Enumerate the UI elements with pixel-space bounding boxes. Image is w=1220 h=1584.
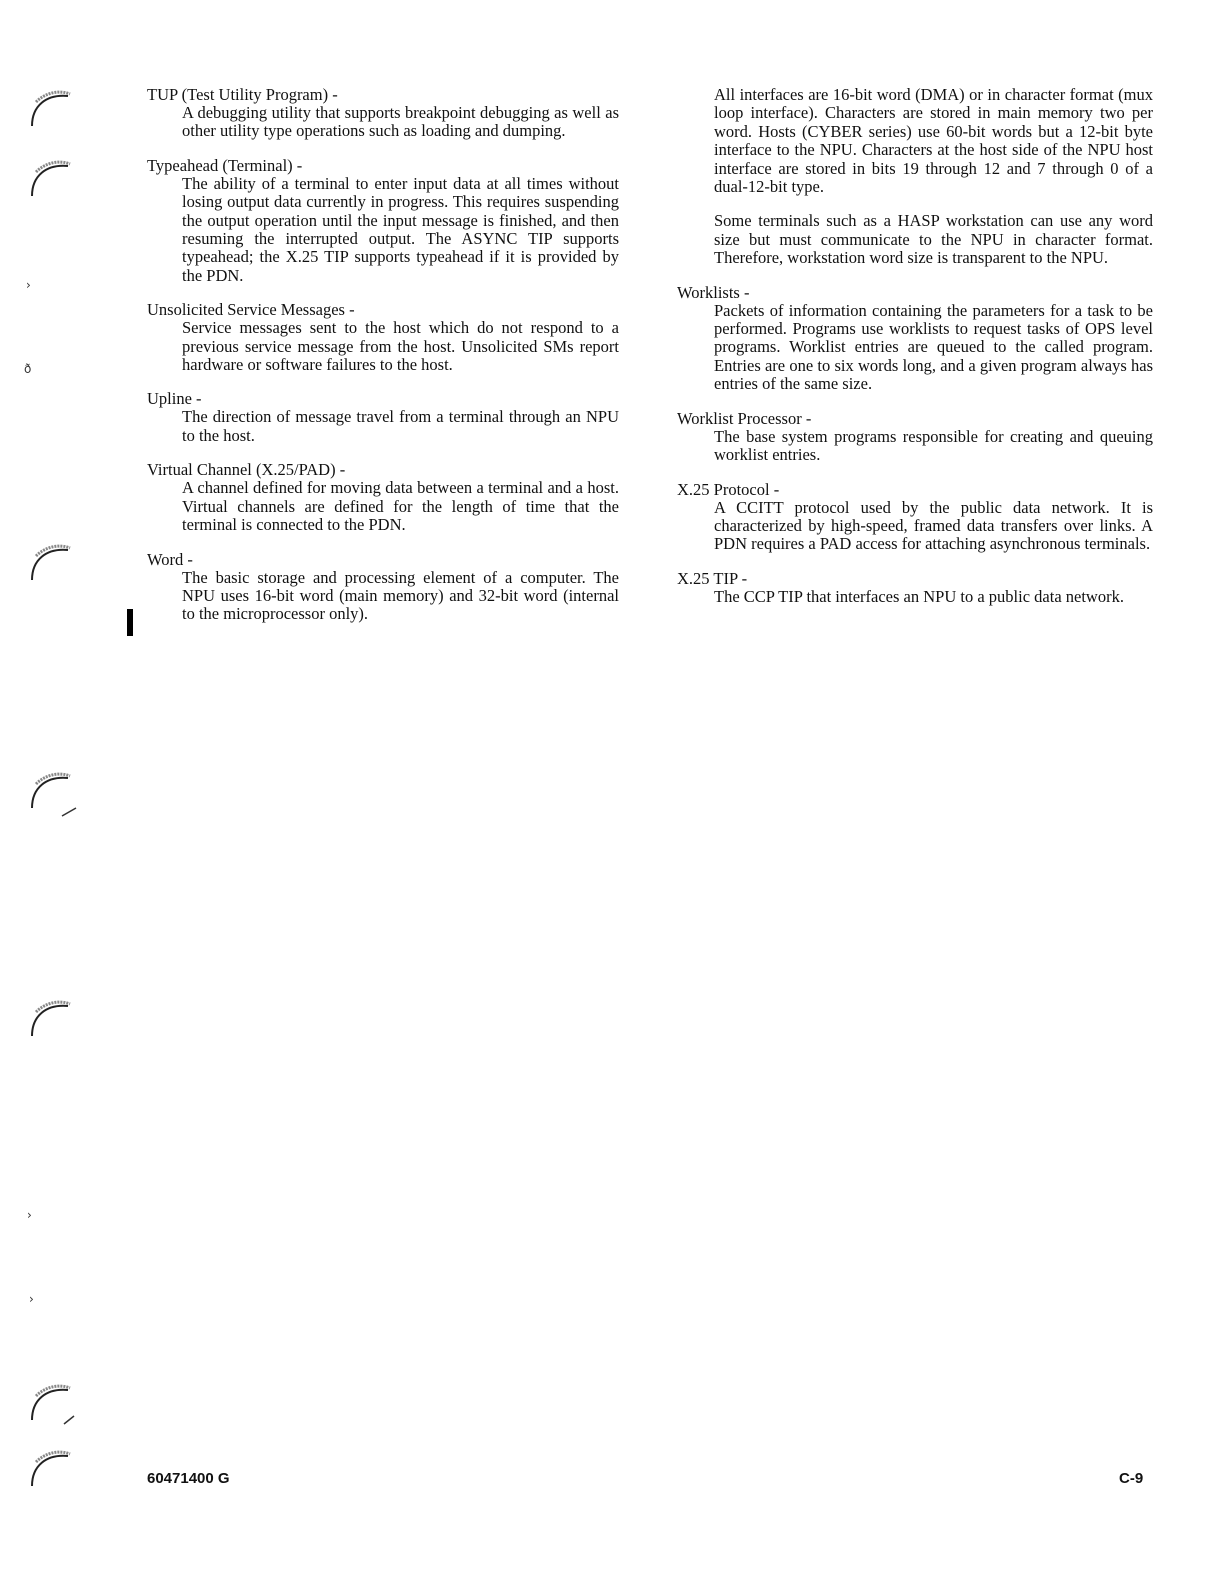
glossary-term: TUP (Test Utility Program) - [147, 85, 338, 104]
glossary-term: Virtual Channel (X.25/PAD) - [147, 460, 346, 480]
glossary-right-column [677, 86, 1153, 622]
glossary-entry [147, 551, 619, 624]
glossary-entry [677, 570, 1153, 606]
glossary-entry [147, 86, 619, 141]
punch-hole-icon [26, 768, 78, 820]
glossary-left-column [147, 86, 619, 640]
glossary-definition: The ability of a terminal to enter input data at all times without losing output data currently in progress. This requires suspending the output operation until the input message is finished, and then resuming the interrupted output. The ASYNC TIP supports typeahead; the X.25 TIP supports typeahead if it is provided by the PDN. [182, 173, 619, 285]
punch-hole-icon [26, 1380, 78, 1432]
punch-hole-icon [26, 1446, 78, 1498]
margin-speck: › [29, 1292, 34, 1306]
continuation-paragraph: All interfaces are 16-bit word (DMA) or in character format (mux loop interface). Characters are stored in main memory two per word. Hosts (CYBER series) use 60-bit words but a 12-bit byte interface to the NPU. Characters at the host side of the NPU host interface are stored in bits 19 through 12 and 7 through 0 of a dual-12-bit type. [714, 85, 1153, 197]
glossary-term: Upline - [147, 389, 202, 409]
punch-hole-icon [26, 156, 78, 208]
punch-hole-icon [26, 86, 78, 138]
document-number: 60471400 G [147, 1470, 230, 1487]
margin-speck: ð [24, 362, 32, 376]
glossary-definition: The direction of message travel from a terminal through an NPU to the host. [182, 407, 619, 445]
glossary-entry [677, 284, 1153, 394]
revision-change-bar [127, 609, 133, 636]
glossary-definition: Packets of information containing the parameters for a task to be performed. Programs use worklists to request tasks of OPS level programs. Worklist entries are queued to the called program. Entries are one to six words long, and a given program always has entries of the same size. [714, 300, 1153, 394]
punch-hole-icon [26, 540, 78, 592]
glossary-term: Unsolicited Service Messages - [147, 300, 355, 320]
glossary-entry [147, 301, 619, 374]
glossary-definition: A CCITT protocol used by the public data network. It is characterized by high-speed, framed data transfers over links. A PDN requires a PAD access for attaching asynchronous terminals. [714, 497, 1153, 554]
glossary-entry [147, 461, 619, 534]
glossary-definition: The CCP TIP that interfaces an NPU to a public data network. [714, 586, 1124, 606]
glossary-definition: The base system programs responsible for creating and queuing worklist entries. [714, 426, 1153, 465]
glossary-entry [677, 481, 1153, 554]
glossary-term: Worklist Processor - [677, 408, 812, 428]
continuation-paragraph: Some terminals such as a HASP workstation can use any word size but must communicate to the NPU in character format. Therefore, workstation word size is transparent to the NPU. [714, 211, 1153, 268]
glossary-entry [147, 157, 619, 285]
glossary-term: X.25 Protocol - [677, 479, 780, 499]
margin-speck: › [26, 278, 31, 292]
margin-speck: › [27, 1208, 32, 1222]
glossary-definition: Service messages sent to the host which do not respond to a previous service message from the host. Unsolicited SMs report hardware or software failures to the host. [182, 318, 619, 375]
glossary-entry [677, 410, 1153, 465]
page-number: C-9 [1119, 1470, 1144, 1487]
glossary-term: X.25 TIP - [677, 568, 748, 588]
glossary-term: Word - [147, 549, 193, 569]
glossary-term: Typeahead (Terminal) - [147, 155, 303, 175]
punch-hole-icon [26, 996, 78, 1048]
glossary-definition: The basic storage and processing element of a computer. The NPU uses 16-bit word (main memory) and 32-bit word (internal to the microprocessor only). [182, 567, 619, 624]
glossary-definition: A debugging utility that supports breakpoint debugging as well as other utility type operations such as loading and dumping. [182, 103, 619, 141]
glossary-term: Worklists - [677, 282, 750, 302]
glossary-entry [147, 390, 619, 445]
glossary-definition: A channel defined for moving data between a terminal and a host. Virtual channels are defined for the length of time that the terminal is connected to the PDN. [182, 478, 619, 535]
